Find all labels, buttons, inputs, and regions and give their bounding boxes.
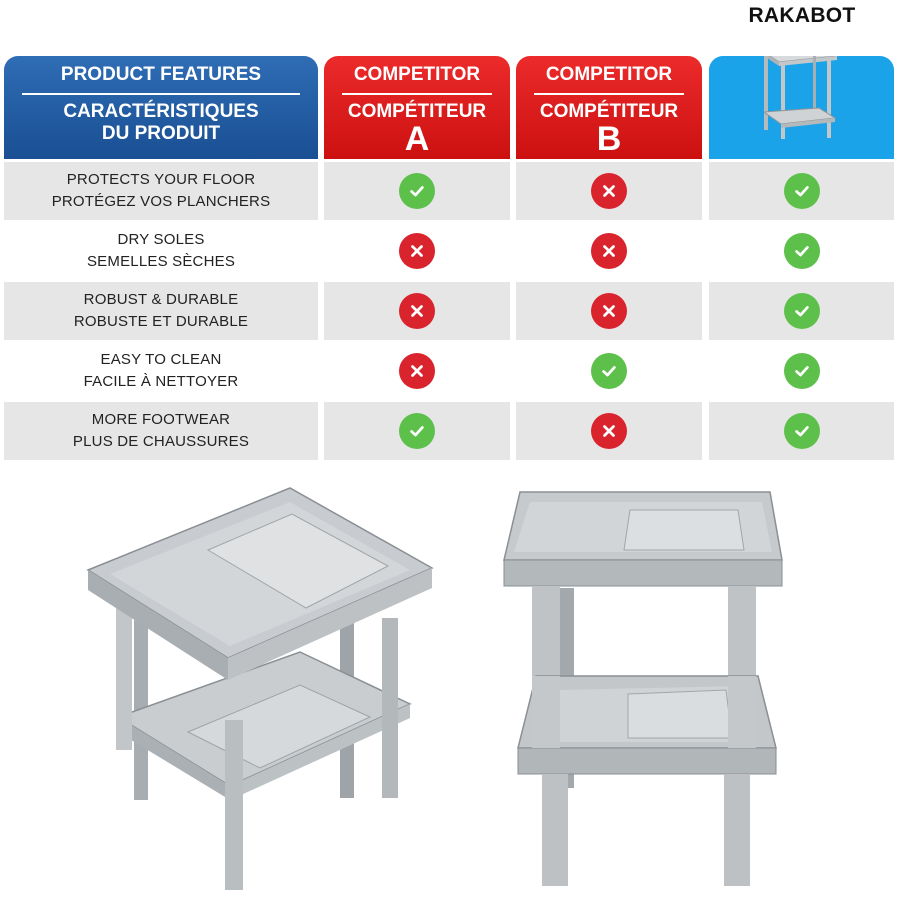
cross-icon	[591, 293, 627, 329]
rakabot-thumbnail-image	[709, 56, 894, 159]
header-features-fr-1: CARACTÉRISTIQUES	[63, 101, 259, 122]
feature-label-en: MORE FOOTWEAR	[91, 411, 231, 428]
feature-label-en: PROTECTS YOUR FLOOR	[66, 171, 256, 188]
check-icon	[784, 173, 820, 209]
header-competitor-b	[516, 56, 702, 159]
comparison-cell-b	[516, 162, 702, 220]
header-competitor-a-en: COMPETITOR	[353, 64, 481, 85]
check-icon	[784, 293, 820, 329]
check-icon	[784, 413, 820, 449]
feature-label-en: EASY TO CLEAN	[100, 351, 222, 368]
feature-label-fr: SEMELLES SÈCHES	[86, 253, 236, 270]
feature-cell	[4, 222, 318, 280]
header-rakabot	[709, 56, 894, 159]
cross-icon	[399, 353, 435, 389]
comparison-cell-rakabot	[709, 222, 894, 280]
comparison-cell-b	[516, 402, 702, 460]
brand-name: RAKABOT	[748, 4, 856, 27]
feature-cell	[4, 162, 318, 220]
cross-icon	[399, 233, 435, 269]
comparison-cell-rakabot	[709, 162, 894, 220]
feature-cell	[4, 402, 318, 460]
header-competitor-b-letter: B	[596, 120, 622, 158]
feature-label-fr: FACILE À NETTOYER	[83, 373, 239, 390]
check-icon	[591, 353, 627, 389]
comparison-cell-b	[516, 342, 702, 400]
comparison-cell-a	[324, 402, 510, 460]
header-competitor-b-en: COMPETITOR	[545, 64, 673, 85]
header-features-fr-2: DU PRODUIT	[101, 123, 221, 144]
header-competitor-a-fr: COMPÉTITEUR	[347, 101, 487, 122]
comparison-cell-rakabot	[709, 282, 894, 340]
product-photo-front	[500, 480, 790, 895]
header-divider	[22, 93, 300, 95]
cross-icon	[591, 413, 627, 449]
check-icon	[399, 413, 435, 449]
check-icon	[784, 353, 820, 389]
feature-cell	[4, 342, 318, 400]
comparison-cell-b	[516, 282, 702, 340]
cross-icon	[591, 233, 627, 269]
header-divider	[342, 93, 492, 95]
comparison-cell-a	[324, 342, 510, 400]
check-icon	[399, 173, 435, 209]
comparison-cell-rakabot	[709, 342, 894, 400]
comparison-cell-a	[324, 222, 510, 280]
feature-label-en: ROBUST & DURABLE	[83, 291, 239, 308]
comparison-cell-a	[324, 282, 510, 340]
header-divider	[534, 93, 684, 95]
feature-label-fr: ROBUSTE ET DURABLE	[73, 313, 249, 330]
feature-label-fr: PROTÉGEZ VOS PLANCHERS	[51, 193, 271, 210]
comparison-cell-a	[324, 162, 510, 220]
feature-label-en: DRY SOLES	[117, 231, 205, 248]
feature-label-fr: PLUS DE CHAUSSURES	[72, 433, 250, 450]
header-product-features	[4, 56, 318, 159]
product-photo-angled	[70, 470, 450, 895]
header-competitor-a-letter: A	[404, 120, 430, 158]
comparison-cell-b	[516, 222, 702, 280]
cross-icon	[399, 293, 435, 329]
feature-cell	[4, 282, 318, 340]
header-competitor-a	[324, 56, 510, 159]
cross-icon	[591, 173, 627, 209]
comparison-cell-rakabot	[709, 402, 894, 460]
check-icon	[784, 233, 820, 269]
header-features-en: PRODUCT FEATURES	[60, 64, 262, 85]
header-competitor-b-fr: COMPÉTITEUR	[539, 101, 679, 122]
